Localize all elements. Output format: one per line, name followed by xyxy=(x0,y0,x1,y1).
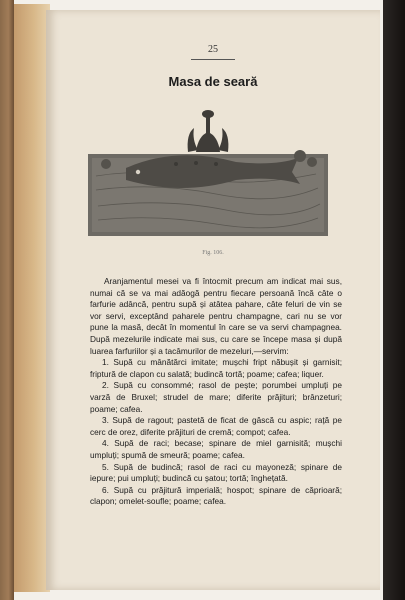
intro-paragraph: Aranjamentul mesei va fi întocmit precum am indicat mai sus, numai că se va mai adăogă pentru fiecare persoană încă câte o farfurie adâncă, pentru supă și atâtea pahare, câte feluri de vin se vor servi, exceptând paharele pentru champagne, cari nu se vor pune la masă, decât în momentul în care se va servi champagnea. După mezelurile indicate mai sus, cu care se începe masa și după luarea farfuriilor și a tacâmurilor de mezeluri,—servim: xyxy=(90,276,342,356)
page-edges xyxy=(14,4,50,592)
page-number-rule xyxy=(191,59,235,60)
figure-caption: Fig. 106. xyxy=(202,250,224,256)
body-text xyxy=(90,276,342,508)
fish-platter-illustration xyxy=(86,106,330,242)
section-title: Masa de seară xyxy=(168,74,258,89)
menu-item: 1. Supă cu mânătărci imitate; mușchi fript năbușit și garnisit; friptură de clapon cu salată; budincă tortă; poame; cafea; liquer. xyxy=(90,357,342,379)
book-cover-right xyxy=(383,0,405,600)
menu-item: 5. Supă de budincă; rasol de raci cu mayoneză; spinare de iepure; pui umpluți; budincă cu șatou; tortă; înghețată. xyxy=(90,461,342,484)
menu-item: 2. Supă cu consommé; rasol de pește; porumbei umpluți pe varză de Bruxel; strudel de mare; diferite prăjituri; brânzeturi; poame; cafea. xyxy=(90,380,342,414)
book-cover-left xyxy=(0,0,14,600)
menu-item: 3. Supă de ragout; pastetă de ficat de gâscă cu aspic; rață pe cerc de orez, diferite prăjituri de cremă; compot; cafea. xyxy=(90,415,342,437)
page-number: 25 xyxy=(208,44,218,55)
book-page xyxy=(46,10,380,590)
menu-item: 6. Supă cu prăjitură imperială; hospot; spinare de căprioară; clapon; omelet-soufle; poame; cafea. xyxy=(90,484,342,507)
menu-item: 4. Supă de raci; becase; spinare de miel garnisită; mușchi umpluți; spumă de smeură; poame; cafea. xyxy=(90,438,342,460)
